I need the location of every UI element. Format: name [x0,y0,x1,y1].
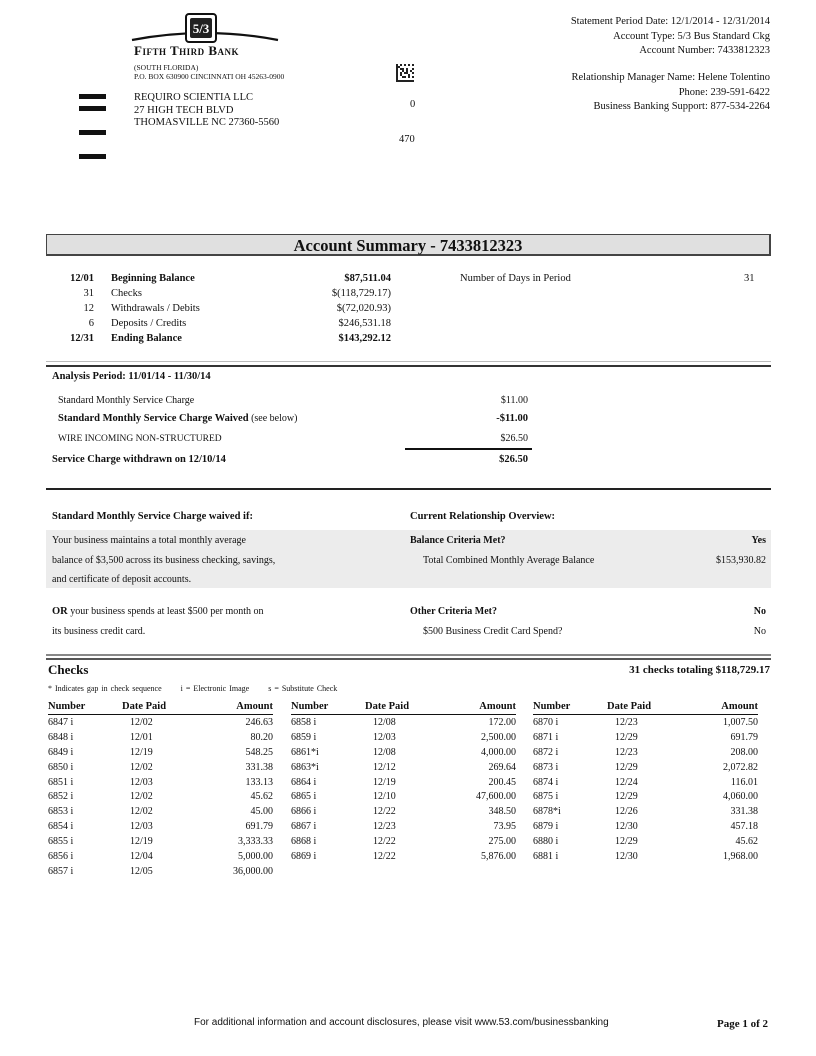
header-amount: Amount [236,701,273,712]
check-amount: 348.50 [488,806,516,818]
table-row [533,819,758,834]
waiver-title: Standard Monthly Service Charge waived if: [52,511,253,522]
table-row [533,849,758,864]
summary-value: $246,531.18 [338,318,391,329]
analysis-note: (see below) [248,413,298,424]
analysis-label: WIRE INCOMING NON-STRUCTURED [58,434,222,444]
bank-address [134,63,284,81]
waiver-criteria-1-line-3: and certificate of deposit accounts. [52,574,192,585]
account-number: Account Number: 7433812323 [639,45,770,56]
account-type: Account Type: 5/3 Bus Standard Ckg [613,30,770,42]
checks-title: Checks [48,662,89,677]
check-number: 6875 i [533,791,559,803]
customer-city: THOMASVILLE NC 27360-5560 [134,117,280,128]
table-row [48,789,273,804]
balance-criteria-label: Balance Criteria Met? [410,535,506,546]
checks-header [533,701,758,715]
analysis-label: Standard Monthly Service Charge Waived [58,413,249,424]
header-number: Number [48,701,86,712]
check-amount: 457.18 [730,821,758,833]
analysis-row-waived [58,413,528,424]
check-number: 6854 i [48,821,74,833]
check-number: 6857 i [48,865,74,877]
account-summary-title: Account Summary - 7433812323 [46,234,771,256]
summary-label: Checks [111,288,142,299]
legend-gap: * Indicates gap in check sequence [48,684,162,693]
waiver-criteria-1-line-1: Your business maintains a total monthly average [52,535,246,546]
svg-text:5/3: 5/3 [192,21,210,36]
check-number: 6847 i [48,717,74,728]
table-row [48,864,273,879]
bank-name: Fifth Third Bank [134,43,240,58]
avg-balance-value: $153,930.82 [716,555,766,566]
check-amount: 45.00 [250,806,273,818]
table-row [48,834,273,849]
check-amount: 73.95 [493,821,516,833]
checks-column-3 [533,701,758,864]
summary-value: $143,292.12 [338,333,391,344]
mail-code-b: 470 [399,134,415,145]
check-amount: 208.00 [730,746,758,758]
check-amount: 47,600.00 [476,791,516,803]
summary-value: $(118,729.17) [331,288,391,299]
analysis-period-title: Analysis Period: 11/01/14 - 11/30/14 [52,371,211,382]
check-date-paid: 12/10 [373,791,396,803]
check-number: 6867 i [291,821,317,833]
check-date-paid: 12/04 [130,851,153,863]
check-date-paid: 12/30 [615,851,638,863]
manager-phone: Phone: 239-591-6422 [678,86,770,98]
check-number: 6853 i [48,806,74,818]
analysis-row-wire [58,433,528,444]
legend-electronic: i = Electronic Image [180,684,250,693]
customer-address [134,92,279,130]
sort-mark [79,130,106,135]
table-row [533,804,758,819]
header-date: Date Paid [607,701,652,712]
summary-row-beginning-balance [46,273,406,288]
check-date-paid: 12/02 [130,791,153,803]
check-number: 6855 i [48,836,74,848]
checks-column-1 [48,701,273,879]
header-date: Date Paid [365,701,410,712]
check-amount: 133.13 [245,776,273,788]
check-amount: 548.25 [245,746,273,758]
check-number: 6868 i [291,836,317,848]
analysis-value: -$11.00 [496,413,528,424]
check-amount: 3,333.33 [238,836,273,848]
check-date-paid: 12/02 [130,761,153,773]
check-date-paid: 12/22 [373,851,396,863]
analysis-total-row [52,454,528,465]
check-amount: 331.38 [245,761,273,773]
check-amount: 691.79 [730,731,758,743]
check-number: 6871 i [533,731,559,743]
check-amount: 4,000.00 [481,746,516,758]
manager-name: Relationship Manager Name: Helene Tolentino [571,72,770,83]
summary-label: Withdrawals / Debits [111,303,200,314]
table-row [533,775,758,790]
check-date-paid: 12/03 [130,776,153,788]
table-row [291,775,516,790]
2d-barcode-icon [396,64,414,82]
check-number: 6874 i [533,776,559,788]
table-row [533,760,758,775]
days-in-period-label: Number of Days in Period [460,273,571,284]
table-row [291,745,516,760]
customer-street: 27 HIGH TECH BLVD [134,104,234,116]
fifth-third-logo-icon [130,12,280,44]
check-number: 6849 i [48,746,74,758]
waiver-criteria-2-line-2: its business credit card. [52,626,146,637]
divider [46,365,771,367]
bank-logo [130,12,280,62]
check-date-paid: 12/23 [615,717,638,728]
summary-count: 12 [83,303,94,314]
header-amount: Amount [721,701,758,712]
check-date-paid: 12/03 [373,731,396,743]
check-number: 6863*i [291,761,319,773]
table-row [48,760,273,775]
check-number: 6873 i [533,761,559,773]
check-date-paid: 12/03 [130,821,153,833]
summary-row-deposits [46,318,406,333]
table-row [48,715,273,730]
table-row [291,715,516,730]
check-date-paid: 12/29 [615,761,638,773]
check-amount: 246.63 [245,717,273,728]
mail-code-a: 0 [410,99,416,110]
summary-label: Deposits / Credits [111,318,187,329]
analysis-label: Standard Monthly Service Charge [58,395,195,406]
analysis-value: $26.50 [500,433,528,444]
check-date-paid: 12/22 [373,806,396,818]
table-row [48,775,273,790]
statement-period: Statement Period Date: 12/1/2014 - 12/31/2014 [570,16,770,27]
check-amount: 36,000.00 [233,865,273,877]
divider [46,488,771,490]
check-number: 6879 i [533,821,559,833]
analysis-value: $11.00 [500,395,528,406]
customer-name: REQUIRO SCIENTIA LLC [134,92,253,103]
avg-balance-label: Total Combined Monthly Average Balance [423,555,595,566]
table-row [291,789,516,804]
check-date-paid: 12/29 [615,791,638,803]
balance-criteria-value: Yes [751,535,766,546]
table-row [533,745,758,760]
check-date-paid: 12/29 [615,731,638,743]
check-amount: 269.64 [488,761,516,773]
page-number: Page 1 of 2 [716,1018,768,1030]
checks-header [291,701,516,715]
check-number: 6861*i [291,746,319,758]
check-number: 6859 i [291,731,317,743]
check-amount: 45.62 [250,791,273,803]
table-row [291,804,516,819]
check-date-paid: 12/02 [130,806,153,818]
check-number: 6851 i [48,776,74,788]
check-number: 6852 i [48,791,74,803]
waiver-criteria-1-line-2: balance of $3,500 across its business checking, savings, [52,555,276,566]
check-amount: 2,072.82 [723,761,758,773]
bank-region: (SOUTH FLORIDA) [134,63,199,72]
divider [46,361,771,362]
check-date-paid: 12/19 [130,746,153,758]
total-underline [405,448,532,450]
criteria-text: your business spends at least $500 per month on [67,606,264,617]
check-date-paid: 12/30 [615,821,638,833]
check-date-paid: 12/29 [615,836,638,848]
check-amount: 200.45 [488,776,516,788]
check-date-paid: 12/22 [373,836,396,848]
check-date-paid: 12/23 [373,821,396,833]
header-amount: Amount [479,701,516,712]
check-number: 6848 i [48,731,74,743]
check-amount: 172.00 [488,717,516,728]
analysis-row-service-charge [58,395,528,406]
table-row [533,730,758,745]
other-criteria-value: No [753,606,766,617]
check-date-paid: 12/02 [130,717,153,728]
check-date-paid: 12/08 [373,717,396,728]
table-row [291,730,516,745]
summary-count: 31 [83,288,94,299]
check-amount: 275.00 [488,836,516,848]
check-number: 6869 i [291,851,317,863]
check-date-paid: 12/05 [130,865,153,877]
summary-row-checks [46,288,406,303]
summary-date: 12/01 [70,273,94,284]
check-number: 6856 i [48,851,74,863]
table-row [291,819,516,834]
check-number: 6881 i [533,851,559,863]
summary-label: Beginning Balance [111,273,195,284]
check-number: 6870 i [533,717,559,728]
sort-mark [79,94,106,99]
analysis-total-value: $26.50 [499,454,528,465]
table-row [48,745,273,760]
table-row [291,760,516,775]
or-prefix: OR [52,606,68,617]
analysis-total-label: Service Charge withdrawn on 12/10/14 [52,454,226,465]
table-row [48,730,273,745]
check-number: 6858 i [291,717,317,728]
check-amount: 4,060.00 [723,791,758,803]
table-row [48,804,273,819]
check-amount: 5,876.00 [481,851,516,863]
header-number: Number [291,701,329,712]
summary-date: 12/31 [70,333,94,344]
summary-value: $87,511.04 [344,273,391,284]
sort-mark [79,106,106,111]
cc-spend-label: $500 Business Credit Card Spend? [423,626,563,637]
table-row [48,849,273,864]
check-number: 6866 i [291,806,317,818]
relationship-manager-info [571,71,770,115]
check-date-paid: 12/01 [130,731,153,743]
table-row [533,715,758,730]
summary-row-ending-balance [46,333,406,348]
sort-mark [79,154,106,159]
table-row [291,834,516,849]
header-number: Number [533,701,571,712]
table-row [48,819,273,834]
summary-label: Ending Balance [111,333,182,344]
check-date-paid: 12/24 [615,776,638,788]
check-number: 6878*i [533,806,561,818]
check-number: 6865 i [291,791,317,803]
check-amount: 2,500.00 [481,731,516,743]
cc-spend-value: No [753,626,766,637]
check-number: 6864 i [291,776,317,788]
statement-info [571,15,770,59]
check-date-paid: 12/23 [615,746,638,758]
waiver-criteria-2-line-1 [52,606,264,617]
summary-row-withdrawals [46,303,406,318]
check-amount: 691.79 [245,821,273,833]
check-amount: 1,007.50 [723,717,758,728]
check-amount: 5,000.00 [238,851,273,863]
checks-total: 31 checks totaling $118,729.17 [629,664,770,676]
check-date-paid: 12/12 [373,761,396,773]
check-number: 6880 i [533,836,559,848]
check-amount: 80.20 [250,731,273,743]
check-amount: 116.01 [730,776,758,788]
check-amount: 45.62 [735,836,758,848]
check-number: 6872 i [533,746,559,758]
header-date: Date Paid [122,701,167,712]
legend-substitute: s = Substitute Check [268,684,338,693]
check-amount: 331.38 [730,806,758,818]
checks-column-2 [291,701,516,864]
check-date-paid: 12/08 [373,746,396,758]
divider [46,654,771,656]
checks-header [48,701,273,715]
other-criteria-label: Other Criteria Met? [410,606,497,617]
relationship-title: Current Relationship Overview: [410,511,556,522]
checks-legend [48,684,353,693]
bank-po-box: P.O. BOX 630900 CINCINNATI OH 45263-0900 [134,72,285,81]
summary-value: $(72,020.93) [336,303,391,314]
check-date-paid: 12/26 [615,806,638,818]
days-in-period-value: 31 [744,273,755,284]
table-row [291,849,516,864]
check-date-paid: 12/19 [130,836,153,848]
divider [46,658,771,660]
table-row [533,789,758,804]
check-amount: 1,968.00 [723,851,758,863]
footer-disclosure: For additional information and account disclosures, please visit www.53.com/businessbanking [194,1017,609,1028]
check-number: 6850 i [48,761,74,773]
summary-count: 6 [88,318,94,329]
check-date-paid: 12/19 [373,776,396,788]
table-row [533,834,758,849]
support-phone: Business Banking Support: 877-534-2264 [593,101,770,112]
